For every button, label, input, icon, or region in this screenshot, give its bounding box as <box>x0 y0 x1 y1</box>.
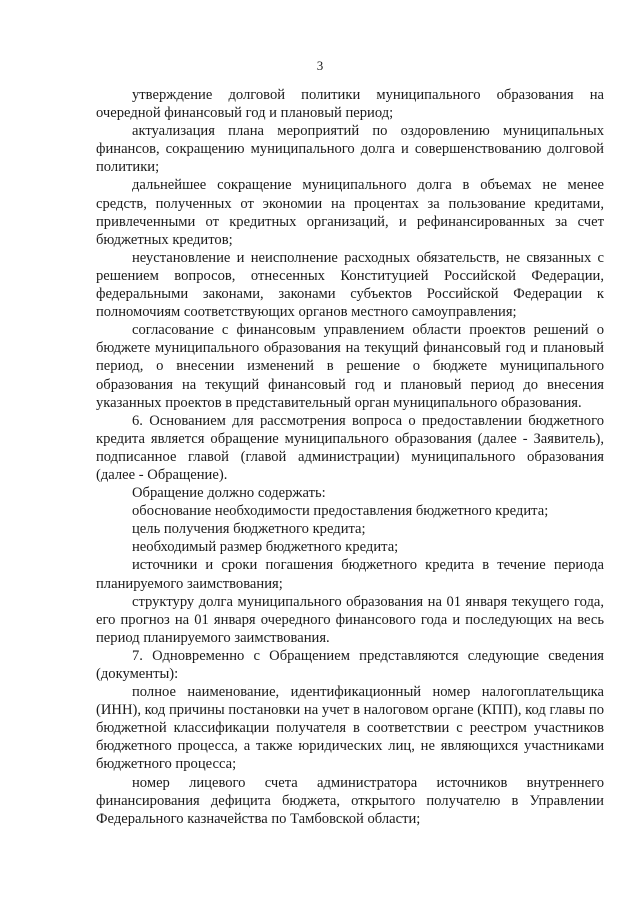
paragraph-debt-structure: структуру долга муниципального образования на 01 января текущего года, его прогноз на 01 января очередного финансового года и последующих на весь период планируемого заимствования. <box>96 593 604 646</box>
paragraph-request-contents: Обращение должно содержать: <box>132 485 326 502</box>
paragraph-debt-policy: утверждение долговой политики муниципального образования на очередной финансовый год и плановый период; <box>96 87 604 122</box>
paragraph-amount: необходимый размер бюджетного кредита; <box>132 539 399 556</box>
paragraph-item-7: 7. Одновременно с Обращением представляются следующие сведения (документы): <box>96 647 604 682</box>
paragraph-justification: обоснование необходимости предоставления бюджетного кредита; <box>132 503 549 520</box>
document-body <box>96 86 604 828</box>
paragraph-repayment-sources: источники и сроки погашения бюджетного кредита в течение периода планируемого заимствования; <box>96 557 604 592</box>
paragraph-expense-obligations: неустановление и неисполнение расходных обязательств, не связанных с решением вопросов, отнесенных Конституцией Российской Федерации, федеральными законами, законами субъектов Российской Федерации к полномочиям соответствующих органов местного самоуправления; <box>96 249 604 321</box>
paragraph-budget-approval: согласование с финансовым управлением области проектов решений о бюджете муниципального образования на текущий финансовый год и плановый период, о внесении изменений в решение о бюджете муниципального образования на текущий финансовый год и плановый период до внесения указанных проектов в представительный орган муниципального образования. <box>96 322 604 411</box>
paragraph-account-number: номер лицевого счета администратора источников внутреннего финансирования дефицита бюджета, открытого получателю в Управлении Федерального казначейства по Тамбовской области; <box>96 774 604 827</box>
paragraph-item-6: 6. Основанием для рассмотрения вопроса о предоставлении бюджетного кредита является обращение муниципального образования (далее - Заявитель), подписанное главой (главой администрации) муниципального образования (далее - Обращение). <box>96 412 604 483</box>
paragraph-debt-reduction: дальнейшее сокращение муниципального долга в объемах не менее средств, полученных от экономии на процентах за пользование кредитами, привлеченными от кредитных организаций, и рефинансированных за счет бюджетных кредитов; <box>96 177 604 248</box>
paragraph-purpose: цель получения бюджетного кредита; <box>132 521 366 538</box>
paragraph-identification: полное наименование, идентификационный номер налогоплательщика (ИНН), код причины постановки на учет в налоговом органе (КПП), код главы по бюджетной классификации получателя в соответствии с реестром участников бюджетного процесса, а также юридических лиц, не являющихся участниками бюджетного процесса; <box>96 684 604 773</box>
page-number: 3 <box>316 58 324 73</box>
paragraph-action-plan: актуализация плана мероприятий по оздоровлению муниципальных финансов, сокращению муниципального долга и совершенствованию долговой политики; <box>96 123 604 176</box>
